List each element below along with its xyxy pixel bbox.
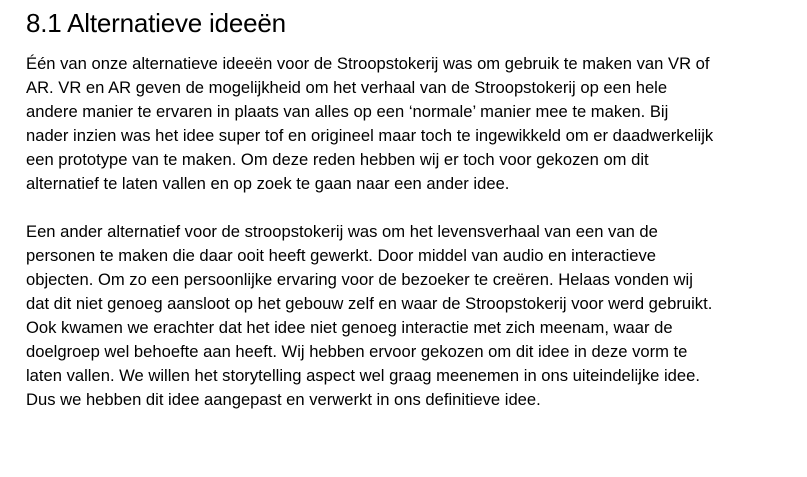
paragraph-line: dat dit niet genoeg aansloot op het gebouw zelf en waar de Stroopstokerij voor werd gebruikt. [26,294,713,313]
paragraph-line: Een ander alternatief voor de stroopstokerij was om het levensverhaal van een van de [26,222,658,241]
section-heading: 8.1 Alternatieve ideeën [26,8,286,38]
paragraph-line: objecten. Om zo een persoonlijke ervaring voor de bezoeker te creëren. Helaas vonden wij [26,270,693,289]
document-page [26,6,801,412]
paragraph-line: Dus we hebben dit idee aangepast en verwerkt in ons definitieve idee. [26,390,541,409]
paragraph-line: een prototype van te maken. Om deze reden hebben wij er toch voor gekozen om dit [26,150,649,169]
paragraph-line: doelgroep wel behoefte aan heeft. Wij hebben ervoor gekozen om dit idee in deze vorm te [26,342,688,361]
paragraph-line: AR. VR en AR geven de mogelijkheid om het verhaal van de Stroopstokerij op een hele [26,78,668,97]
paragraph-line: nader inzien was het idee super tof en origineel maar toch te ingewikkeld om er daadwerkelijk [26,126,714,145]
paragraph-line: laten vallen. We willen het storytelling aspect wel graag meenemen in ons uiteindelijke idee. [26,366,700,385]
paragraph-line: alternatief te laten vallen en op zoek te gaan naar een ander idee. [26,174,510,193]
paragraph-vr-ar [26,52,801,196]
paragraph-line: andere manier te ervaren in plaats van alles op een ‘normale’ manier mee te maken. Bij [26,102,669,121]
paragraph-spacer [26,196,801,220]
paragraph-line: Één van onze alternatieve ideeën voor de Stroopstokerij was om gebruik te maken van VR of [26,54,710,73]
paragraph-line: Ook kwamen we erachter dat het idee niet genoeg interactie met zich meenam, waar de [26,318,673,337]
paragraph-line: personen te maken die daar ooit heeft gewerkt. Door middel van audio en interactieve [26,246,657,265]
paragraph-life-story [26,220,801,412]
